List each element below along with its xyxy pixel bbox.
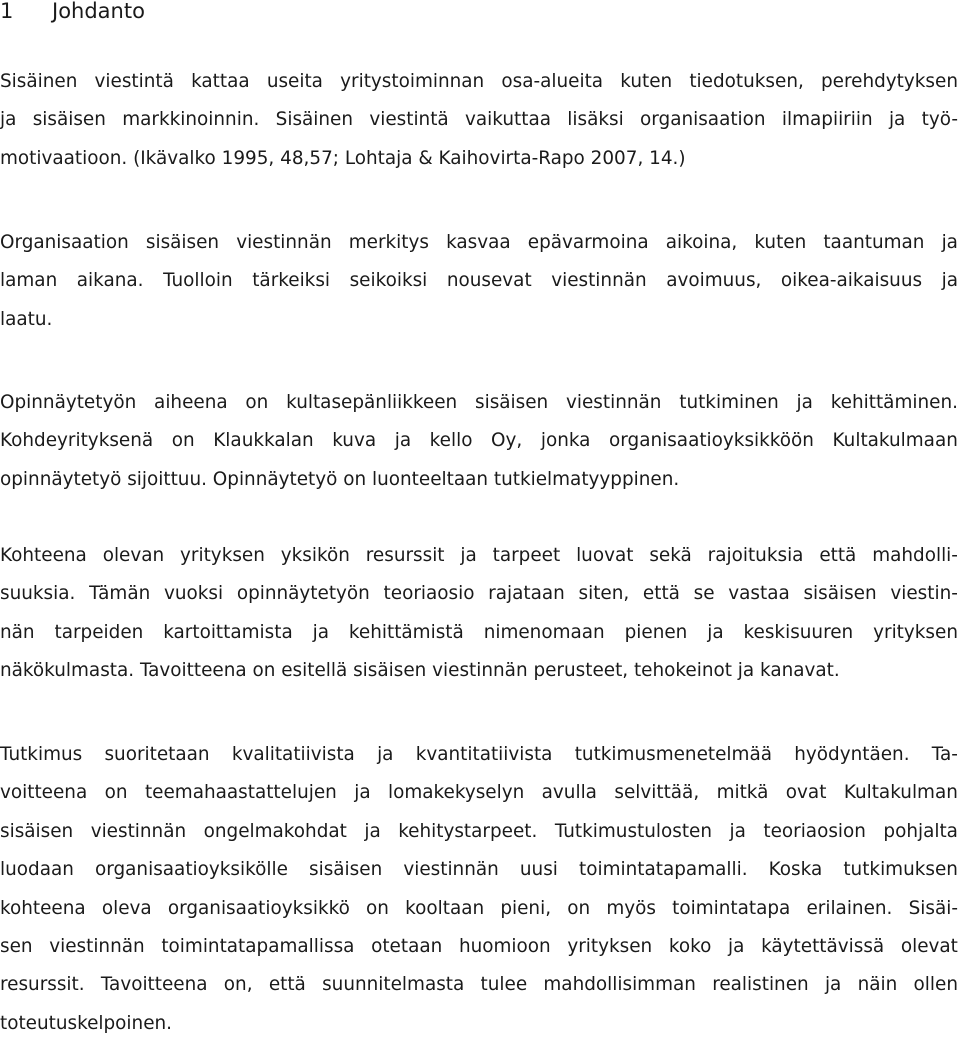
text-line: nän tarpeiden kartoittamista ja kehittämistä nimenomaan pienen ja keskisuuren yrityksen [0,621,958,643]
paragraph-5 [0,736,958,1043]
text-line: toteutuskelpoinen. [0,1012,173,1034]
text-line: voitteena on teemahaastattelujen ja lomakekyselyn avulla selvittää, mitkä ovat Kultakulman [0,782,958,804]
text-line: motivaatioon. (Ikävalko 1995, 48,57; Lohtaja & Kaihovirta-Rapo 2007, 14.) [0,147,686,169]
text-line: sen viestinnän toimintatapamallissa otetaan huomioon yrityksen koko ja käytettävissä olevat [0,935,958,957]
chapter-title: Johdanto [52,0,145,23]
text-line: luodaan organisaatioyksikölle sisäisen viestinnän uusi toimintatapamalli. Koska tutkimuksen [0,859,958,881]
text-line: näkökulmasta. Tavoitteena on esitellä sisäisen viestinnän perusteet, tehokeinot ja kanavat. [0,660,840,682]
text-line: Tutkimus suoritetaan kvalitatiivista ja kvantitatiivista tutkimusmenetelmää hyödyntäen. Ta- [0,744,958,765]
text-line: resurssit. Tavoitteena on, että suunnitelmasta tulee mahdollisimman realistinen ja näin ollen [0,974,958,996]
text-line: opinnäytetyö sijoittuu. Opinnäytetyö on luonteeltaan tutkielmatyyppinen. [0,468,680,490]
paragraph-4 [0,537,958,691]
text-line: Kohdeyrityksenä on Klaukkalan kuva ja kello Oy, jonka organisaatioyksikköön Kultakulmaan [0,430,958,452]
text-line: Opinnäytetyön aiheena on kultasepänliikkeen sisäisen viestinnän tutkiminen ja kehittäminen. [0,392,958,413]
paragraph-1 [0,63,958,178]
paragraph-3 [0,384,958,499]
text-line: laman aikana. Tuolloin tärkeiksi seikoiksi nousevat viestinnän avoimuus, oikea-aikaisuus ja [0,270,958,292]
text-line: Organisaation sisäisen viestinnän merkitys kasvaa epävarmoina aikoina, kuten taantuman ja [0,232,958,253]
text-line: kohteena oleva organisaatioyksikkö on kooltaan pieni, on myös toimintatapa erilainen. Sisäi- [0,897,958,919]
text-line: Sisäinen viestintä kattaa useita yritystoiminnan osa-alueita kuten tiedotuksen, perehdytyksen [0,71,958,92]
text-line: suuksia. Tämän vuoksi opinnäytetyön teoriaosio rajataan siten, että se vastaa sisäisen viestin- [0,583,958,605]
chapter-number: 1 [0,0,14,23]
text-line: laatu. [0,308,53,330]
chapter-heading [0,0,145,28]
text-line: sisäisen viestinnän ongelmakohdat ja kehitystarpeet. Tutkimustulosten ja teoriaosion pohjalta [0,820,958,842]
text-line: Kohteena olevan yrityksen yksikön resurssit ja tarpeet luovat sekä rajoituksia että mahdolli- [0,545,958,566]
text-line: ja sisäisen markkinoinnin. Sisäinen viestintä vaikuttaa lisäksi organisaation ilmapiiriin ja työ- [0,109,958,131]
paragraph-2 [0,224,958,339]
